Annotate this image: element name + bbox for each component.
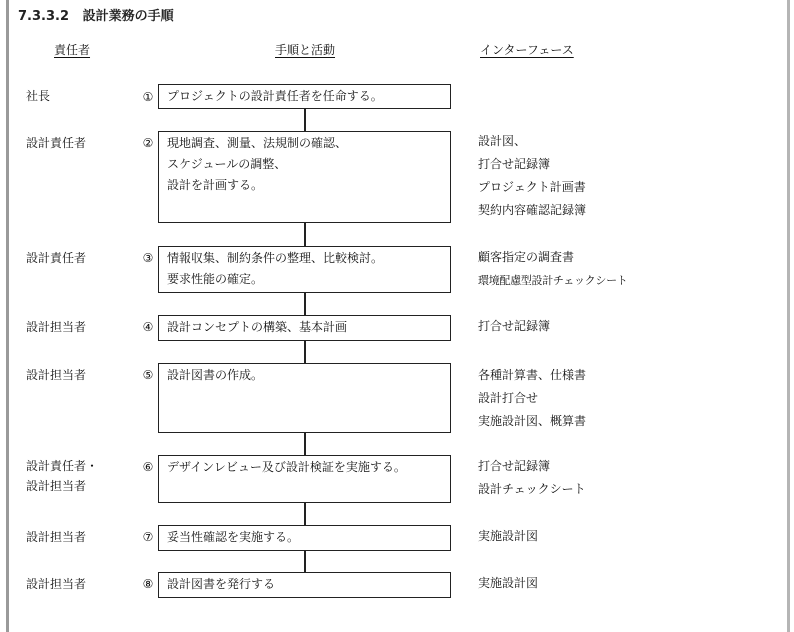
step-number: ⑦ bbox=[142, 530, 154, 544]
interface-item: 顧客指定の調査書 bbox=[478, 250, 575, 264]
interface-item: 打合せ記録簿 bbox=[478, 459, 551, 473]
step-box bbox=[158, 363, 451, 433]
step-interface bbox=[478, 315, 550, 338]
activity-line: デザインレビュー及び設計検証を実施する。 bbox=[167, 460, 406, 474]
interface-item: 設計図、 bbox=[478, 134, 527, 148]
flow-connector bbox=[304, 550, 306, 574]
activity-line: スケジュールの調整、 bbox=[167, 157, 287, 171]
interface-item: 実施設計図 bbox=[478, 576, 539, 590]
step-role bbox=[26, 317, 86, 337]
step-box bbox=[158, 246, 451, 293]
role-line: 設計担当者 bbox=[26, 530, 87, 544]
step-number: ⑧ bbox=[142, 577, 154, 591]
role-line: 設計担当者 bbox=[26, 577, 87, 591]
flow-connector bbox=[304, 292, 306, 316]
activity-line: 現地調査、測量、法規制の確認、 bbox=[167, 136, 348, 150]
activity-line: 情報収集、制約条件の整理、比較検討。 bbox=[167, 251, 384, 265]
activity-line: 設計図書の作成。 bbox=[167, 368, 264, 382]
interface-item: プロジェクト計画書 bbox=[478, 180, 586, 194]
interface-item: 打合せ記録簿 bbox=[478, 157, 551, 171]
step-box bbox=[158, 84, 451, 109]
interface-item: 各種計算書、仕様書 bbox=[478, 368, 587, 382]
interface-item: 契約内容確認記録簿 bbox=[478, 203, 587, 217]
activity-line: 要求性能の確定。 bbox=[167, 272, 264, 286]
activity-line: 設計図書を発行する bbox=[167, 577, 276, 591]
activity-line: 設計を計画する。 bbox=[167, 178, 264, 192]
role-line: 設計責任者 bbox=[26, 136, 87, 150]
role-line: 設計責任者・ bbox=[26, 459, 99, 473]
step-interface bbox=[478, 525, 538, 548]
role-line: 社長 bbox=[26, 89, 51, 103]
step-role bbox=[26, 574, 86, 594]
flow-connector bbox=[304, 340, 306, 364]
flow-connector bbox=[304, 222, 306, 248]
step-box bbox=[158, 315, 451, 341]
step-interface bbox=[478, 246, 627, 292]
header-responsible: 責任者 bbox=[54, 43, 91, 57]
step-box bbox=[158, 572, 451, 598]
interface-item: 設計チェックシート bbox=[478, 482, 586, 496]
flow-connector bbox=[304, 108, 306, 133]
section-title-text: 設計業務の手順 bbox=[82, 9, 174, 24]
activity-line: 妥当性確認を実施する。 bbox=[167, 530, 300, 544]
section-number: 7.3.3.2 bbox=[18, 9, 69, 24]
role-line: 設計担当者 bbox=[26, 368, 87, 382]
interface-item: 設計打合せ bbox=[478, 391, 539, 405]
role-line: 設計担当者 bbox=[26, 320, 87, 334]
step-number: ⑤ bbox=[142, 368, 154, 382]
interface-item: 環境配慮型設計チェックシート bbox=[478, 274, 628, 287]
step-role bbox=[26, 248, 86, 268]
step-role bbox=[26, 365, 86, 385]
activity-line: プロジェクトの設計責任者を任命する。 bbox=[167, 89, 383, 103]
step-role bbox=[26, 456, 98, 496]
step-number: ① bbox=[142, 90, 154, 104]
page-left-border bbox=[6, 0, 9, 632]
step-role bbox=[26, 527, 86, 547]
activity-line: 設計コンセプトの構築、基本計画 bbox=[167, 320, 348, 334]
step-interface bbox=[478, 572, 538, 595]
role-line: 設計担当者 bbox=[26, 479, 87, 493]
step-number: ② bbox=[142, 136, 154, 150]
flow-connector bbox=[304, 432, 306, 456]
section-title bbox=[18, 5, 174, 24]
step-box bbox=[158, 525, 451, 551]
interface-item: 実施設計図 bbox=[478, 529, 539, 543]
step-interface bbox=[478, 130, 586, 222]
step-box bbox=[158, 455, 451, 503]
step-number: ④ bbox=[142, 320, 154, 334]
step-interface bbox=[478, 455, 586, 501]
interface-item: 打合せ記録簿 bbox=[478, 319, 551, 333]
step-box bbox=[158, 131, 451, 223]
header-procedure: 手順と活動 bbox=[275, 43, 336, 57]
page-right-border bbox=[787, 0, 790, 632]
step-role bbox=[26, 86, 50, 106]
step-number: ③ bbox=[142, 251, 154, 265]
interface-item: 実施設計図、概算書 bbox=[478, 414, 587, 428]
flow-connector bbox=[304, 502, 306, 526]
step-interface bbox=[478, 364, 586, 433]
step-number: ⑥ bbox=[142, 460, 154, 474]
step-role bbox=[26, 133, 86, 153]
role-line: 設計責任者 bbox=[26, 251, 87, 265]
header-interface: インターフェース bbox=[480, 43, 574, 57]
